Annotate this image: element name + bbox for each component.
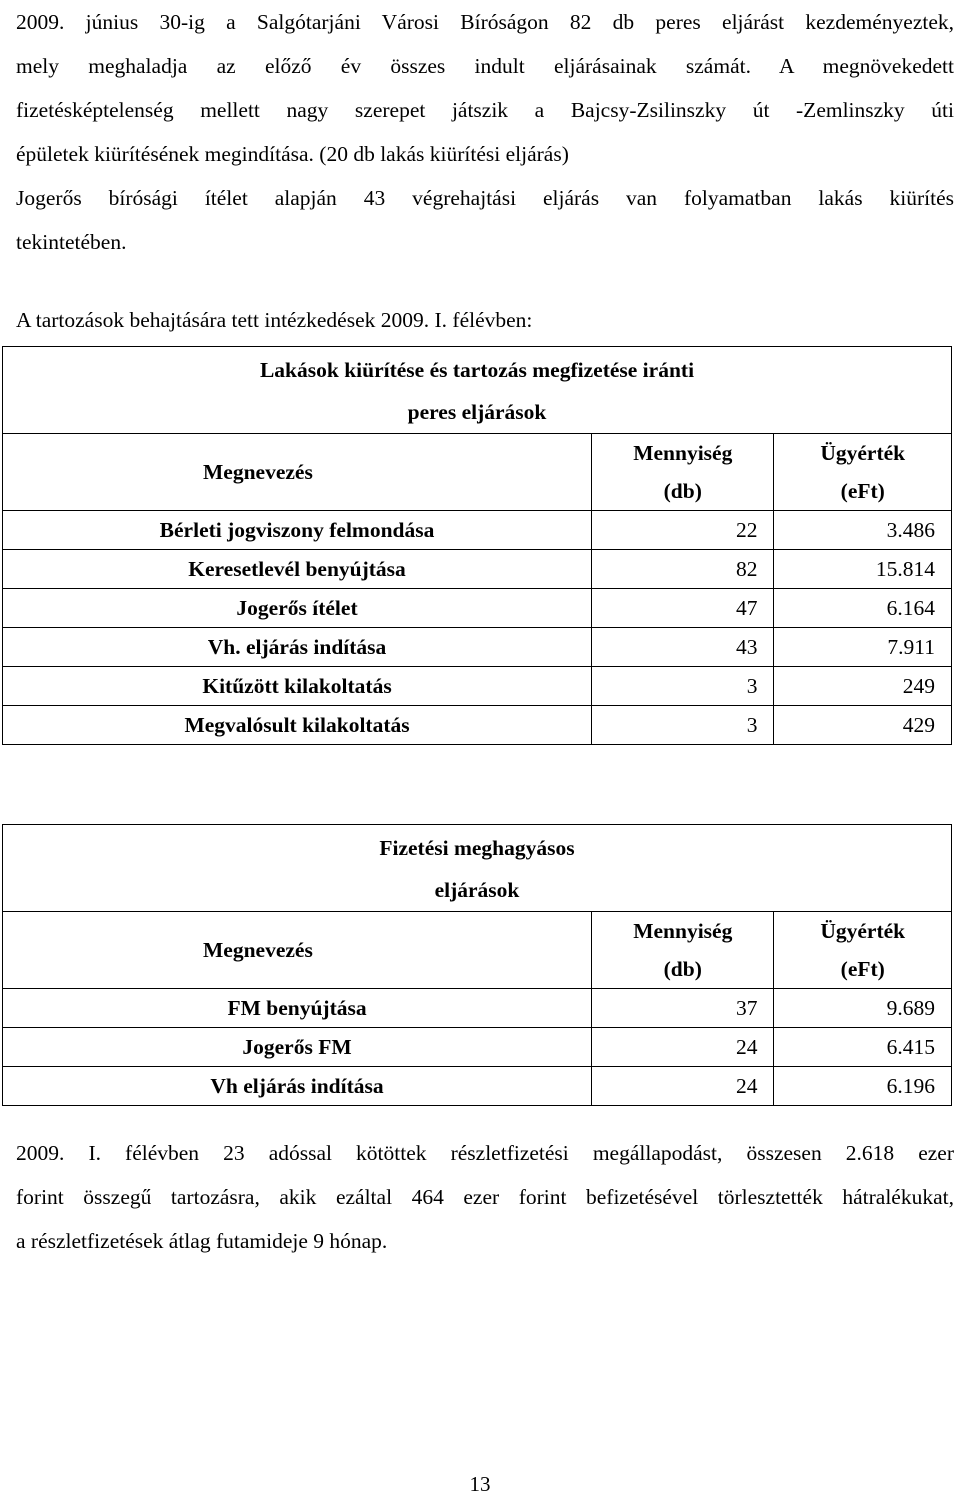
table-row (3, 989, 952, 1028)
column-header-value (774, 912, 952, 989)
table-row (3, 1028, 952, 1067)
row-quantity: 82 (592, 550, 774, 589)
paragraph-line: Jogerős bírósági ítélet alapján 43 végrehajtási eljárás van folyamatban lakás kiürítés (16, 186, 954, 210)
section-heading: A tartozások behajtására tett intézkedések 2009. I. félévben: (16, 308, 533, 332)
table-title (3, 825, 952, 912)
row-value: 249 (774, 667, 952, 706)
payment-order-table (2, 824, 952, 1106)
column-header-value-unit: (eFt) (840, 957, 885, 981)
table-title-line: eljárások (434, 878, 520, 902)
table-row (3, 550, 952, 589)
column-header-value-unit: (eFt) (840, 479, 885, 503)
eviction-lawsuits-table (2, 346, 952, 745)
row-quantity: 24 (592, 1028, 774, 1067)
table-row (3, 511, 952, 550)
summary-paragraph (16, 1131, 954, 1263)
column-header-quantity-line: Mennyiség (633, 919, 733, 943)
row-quantity: 24 (592, 1067, 774, 1106)
row-value: 9.689 (774, 989, 952, 1028)
row-value: 3.486 (774, 511, 952, 550)
row-value: 429 (774, 706, 952, 745)
row-name: Kitűzött kilakoltatás (3, 667, 592, 706)
paragraph-line: épületek kiürítésének megindítása. (20 db lakás kiürítési eljárás) (16, 142, 569, 166)
column-header-name: Megnevezés (3, 912, 592, 989)
row-quantity: 43 (592, 628, 774, 667)
column-header-quantity (592, 434, 774, 511)
paragraph-line: tekintetében. (16, 230, 127, 254)
row-value: 15.814 (774, 550, 952, 589)
row-value: 6.164 (774, 589, 952, 628)
row-value: 7.911 (774, 628, 952, 667)
column-header-value (774, 434, 952, 511)
table-row (3, 589, 952, 628)
column-header-name: Megnevezés (3, 434, 592, 511)
table-row (3, 628, 952, 667)
row-name: Bérleti jogviszony felmondása (3, 511, 592, 550)
table-title-line: Fizetési meghagyásos (379, 836, 575, 860)
row-name: Megvalósult kilakoltatás (3, 706, 592, 745)
table-row (3, 1067, 952, 1106)
row-name: Keresetlevél benyújtása (3, 550, 592, 589)
paragraph-line: 2009. I. félévben 23 adóssal kötöttek részletfizetési megállapodást, összesen 2.618 ezer (16, 1141, 954, 1165)
row-quantity: 3 (592, 706, 774, 745)
table-row (3, 667, 952, 706)
column-header-quantity-unit: (db) (663, 957, 702, 981)
table-title-line: peres eljárások (407, 400, 547, 424)
row-name: Jogerős ítélet (3, 589, 592, 628)
column-header-quantity (592, 912, 774, 989)
column-header-quantity-unit: (db) (663, 479, 702, 503)
row-quantity: 22 (592, 511, 774, 550)
row-value: 6.196 (774, 1067, 952, 1106)
paragraph-line: fizetésképtelenség mellett nagy szerepet játszik a Bajcsy-Zsilinszky út -Zemlinszky úti (16, 98, 954, 122)
row-quantity: 47 (592, 589, 774, 628)
page-number: 13 (469, 1472, 491, 1496)
row-quantity: 37 (592, 989, 774, 1028)
row-quantity: 3 (592, 667, 774, 706)
table-row (3, 706, 952, 745)
row-name: Jogerős FM (3, 1028, 592, 1067)
column-header-value-line: Ügyérték (820, 441, 906, 465)
table-title (3, 347, 952, 434)
column-header-quantity-line: Mennyiség (633, 441, 733, 465)
paragraph-line: 2009. június 30-ig a Salgótarjáni Városi Bíróságon 82 db peres eljárást kezdeményeztek, (16, 10, 954, 34)
table-title-line: Lakások kiürítése és tartozás megfizetése iránti (259, 358, 695, 382)
paragraph-line: forint összegű tartozásra, akik ezáltal 464 ezer forint befizetésével törlesztették hátralékukat, (16, 1185, 954, 1209)
paragraph-line: mely meghaladja az előző év összes indult eljárásainak számát. A megnövekedett (16, 54, 954, 78)
row-name: Vh eljárás indítása (3, 1067, 592, 1106)
column-header-value-line: Ügyérték (820, 919, 906, 943)
row-name: Vh. eljárás indítása (3, 628, 592, 667)
row-value: 6.415 (774, 1028, 952, 1067)
paragraph-line: a részletfizetések átlag futamideje 9 hónap. (16, 1229, 388, 1253)
intro-paragraph (16, 0, 954, 264)
row-name: FM benyújtása (3, 989, 592, 1028)
